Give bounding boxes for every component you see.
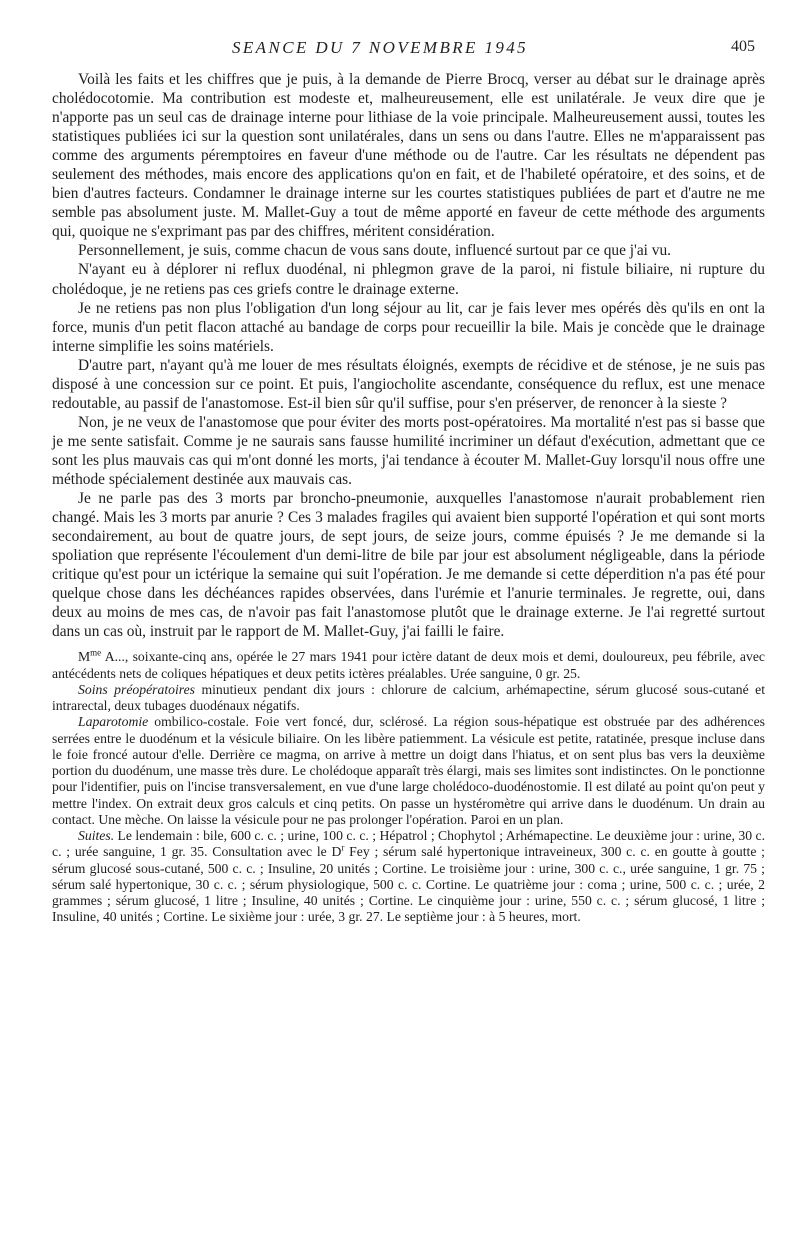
- paragraph-2: Personnellement, je suis, comme chacun de vous sans doute, influencé surtout par ce que j'ai vu.: [78, 242, 672, 260]
- case-report-intro: [52, 649, 765, 682]
- patient-prefix-superscript: me: [90, 647, 102, 658]
- paragraph-1: Voilà les faits et les chiffres que je puis, à la demande de Pierre Brocq, verser au débat sur le drainage après cholédocotomie. Ma contribution est modeste et, malheureusement, elle est unilatérale. Je veux dire que je n'apporte pas un seul cas de drainage interne pour lithiase de la voie principale. Malheureusement aussi, toutes les statistiques publiées ici sur la question sont unilatérales, dans un sens ou dans l'autre. Elles ne m'apparaissent pas comme des arguments péremptoires en faveur d'une méthode ou de l'autre. Car les résultats ne dépendent pas seulement des méthodes, mais encore des applications qu'on en fait, et de l'habileté opératoire, et des soins, et de bien d'autres facteurs. Condamner le drainage interne sur les courtes statistiques publiées de part et d'autre ne me semble pas absolument juste. M. Mallet-Guy a tout de même apporté en faveur de cette méthode des arguments qui, quoique ne s'exprimant pas par des chiffres, méritent considération.: [52, 71, 765, 241]
- case-report-laparotomy: [52, 714, 765, 828]
- paragraph-3: N'ayant eu à déplorer ni reflux duodénal, ni phlegmon grave de la paroi, ni fistule biliaire, ni rupture du cholédoque, je ne retiens pas ces griefs contre le drainage externe.: [52, 261, 765, 298]
- doctor-superscript: r: [341, 842, 345, 853]
- page-number: 405: [731, 38, 755, 55]
- case-report-preop: [52, 682, 765, 715]
- running-head: SEANCE DU 7 NOVEMBRE 1945: [232, 38, 529, 57]
- paragraph-4: Je ne retiens pas non plus l'obligation d'un long séjour au lit, car je fais lever mes opérés dès qu'ils en ont la force, munis d'un petit flacon attaché au bandage de corps pour recueillir la bile. Mais je concède que le drainage interne simplifie les soins matériels.: [52, 299, 765, 355]
- paragraph-6: Non, je ne veux de l'anastomose que pour éviter des morts post-opératoires. Ma mortalité n'est pas si basse que je me sente satisfait. Comme je ne saurais sans fausse humilité incriminer un défaut d'exécution, admettant que ce sont les plus mauvais cas qui m'ont donné les morts, j'ai tendance à écouter M. Mallet-Guy lorsqu'il nous offre une méthode spécialement destinée aux mauvais cas.: [52, 413, 765, 488]
- preop-care-title: Soins préopératoires: [78, 681, 195, 697]
- laparotomy-title: Laparotomie: [78, 714, 149, 730]
- preop-care-text: minutieux pendant dix jours : chlorure de calcium, arhémapectine, sérum glucosé sous-cutané et intrarectal, deux tubages duodénaux négatifs.: [52, 681, 766, 714]
- followup-text-b: Fey ; sérum salé hypertonique intraveineux, 300 c. c. en goutte à goutte ; sérum glucosé sous-cutané, 500 c. c. ; Insuline, 20 unités ; Cortine. Le troisième jour : urine, 300 c. c., urée sanguine, 1 gr. 75 ; sérum salé hypertonique, 30 c. c. ; sérum physiologique, 500 c. c. Cortine. Le quatrième jour : coma ; urine, 500 c. c. ; urée, 2 grammes ; sérum glucosé, 1 litre ; Insuline, 40 unités ; Cortine. Le cinquième jour : urine, 550 c. c. ; sérum glucosé, 1 litre ; Insuline, 40 unités ; Cortine. Le sixième jour : urée, 3 gr. 27. Le septième jour : à 5 heures, mort.: [52, 844, 765, 925]
- case-report-followup: [52, 828, 765, 926]
- patient-prefix: M: [78, 649, 91, 665]
- followup-text-a: Le lendemain : bile, 600 c. c. ; urine, 100 c. c. ; Hépatrol ; Chophytol ; Arhémapectine. Le deuxième jour : urine, 30 c. c. ; urée sanguine, 1 gr. 35. Consultation avec le D: [52, 828, 765, 860]
- followup-title: Suites.: [78, 828, 115, 844]
- case-intro-text: A..., soixante-cinq ans, opérée le 27 mars 1941 pour ictère datant de deux mois et demi, douloureux, peu fébrile, avec antécédents nets de coliques hépatiques et deux petits ictères préalables. Urée sanguine, 0 gr. 25.: [52, 649, 765, 681]
- paragraph-5: D'autre part, n'ayant qu'à me louer de mes résultats éloignés, exempts de récidive et de sténose, je ne suis pas disposé à une concession sur ce point. Et puis, l'angiocholite ascendante, conséquence du reflux, est une menace redoutable, au passif de l'anastomose. Est-il bien sûr qu'il suffise, pour s'en préserver, de renoncer à la sieste ?: [52, 356, 765, 412]
- laparotomy-text: ombilico-costale. Foie vert foncé, dur, sclérosé. La région sous-hépatique est obstruée par des adhérences serrées entre le duodénum et la vésicule biliaire. On les libère patiemment. La vésicule est petite, ratatinée, presque incluse dans le foie froncé autour d'elle. Derrière ce magma, on arrive à mettre un doigt dans l'hiatus, et on sent plus bas vers la deuxième portion du duodénum, une masse très dure. Le cholédoque apparaît très élargi, mais ses limites sont indistinctes. On le ponctionne pour l'identifier, puis on l'incise transversalement, en vue d'une large cholédoco-duodénostomie. Il est dilaté au point qu'on peut y mettre l'index. On extrait deux gros calculs et cinq petits. On passe un hystéromètre qui arrive dans le duodénum. Un drain au contact. Une mèche. On laisse la vésicule pour ne pas prolonger l'opération. Paroi en un plan.: [52, 714, 765, 827]
- paragraph-7: Je ne parle pas des 3 morts par broncho-pneumonie, auxquelles l'anastomose n'aurait probablement rien changé. Mais les 3 morts par anurie ? Ces 3 malades fragiles qui avaient bien supporté l'opération et qui sont morts secondairement, au bout de quatre jours, de sept jours, de seize jours, comme épuisés ? Je me demande si la spoliation que représente l'écoulement d'un demi-litre de bile par jour est absolument négligeable, dans la période critique qu'est pour un ictérique la semaine qui suit l'opération. Je me demande si cette déperdition n'a pas été pour quelque chose dans les déchéances rapides observées, dans l'urémie et l'anurie terminales. Je regrette, oui, dans deux au moins de mes cas, de n'avoir pas fait l'anastomose plutôt que le drainage externe. Je l'ai regretté surtout dans un cas où, instruit par le rapport de M. Mallet-Guy, j'ai failli le faire.: [52, 490, 765, 641]
- body-text: [52, 70, 765, 926]
